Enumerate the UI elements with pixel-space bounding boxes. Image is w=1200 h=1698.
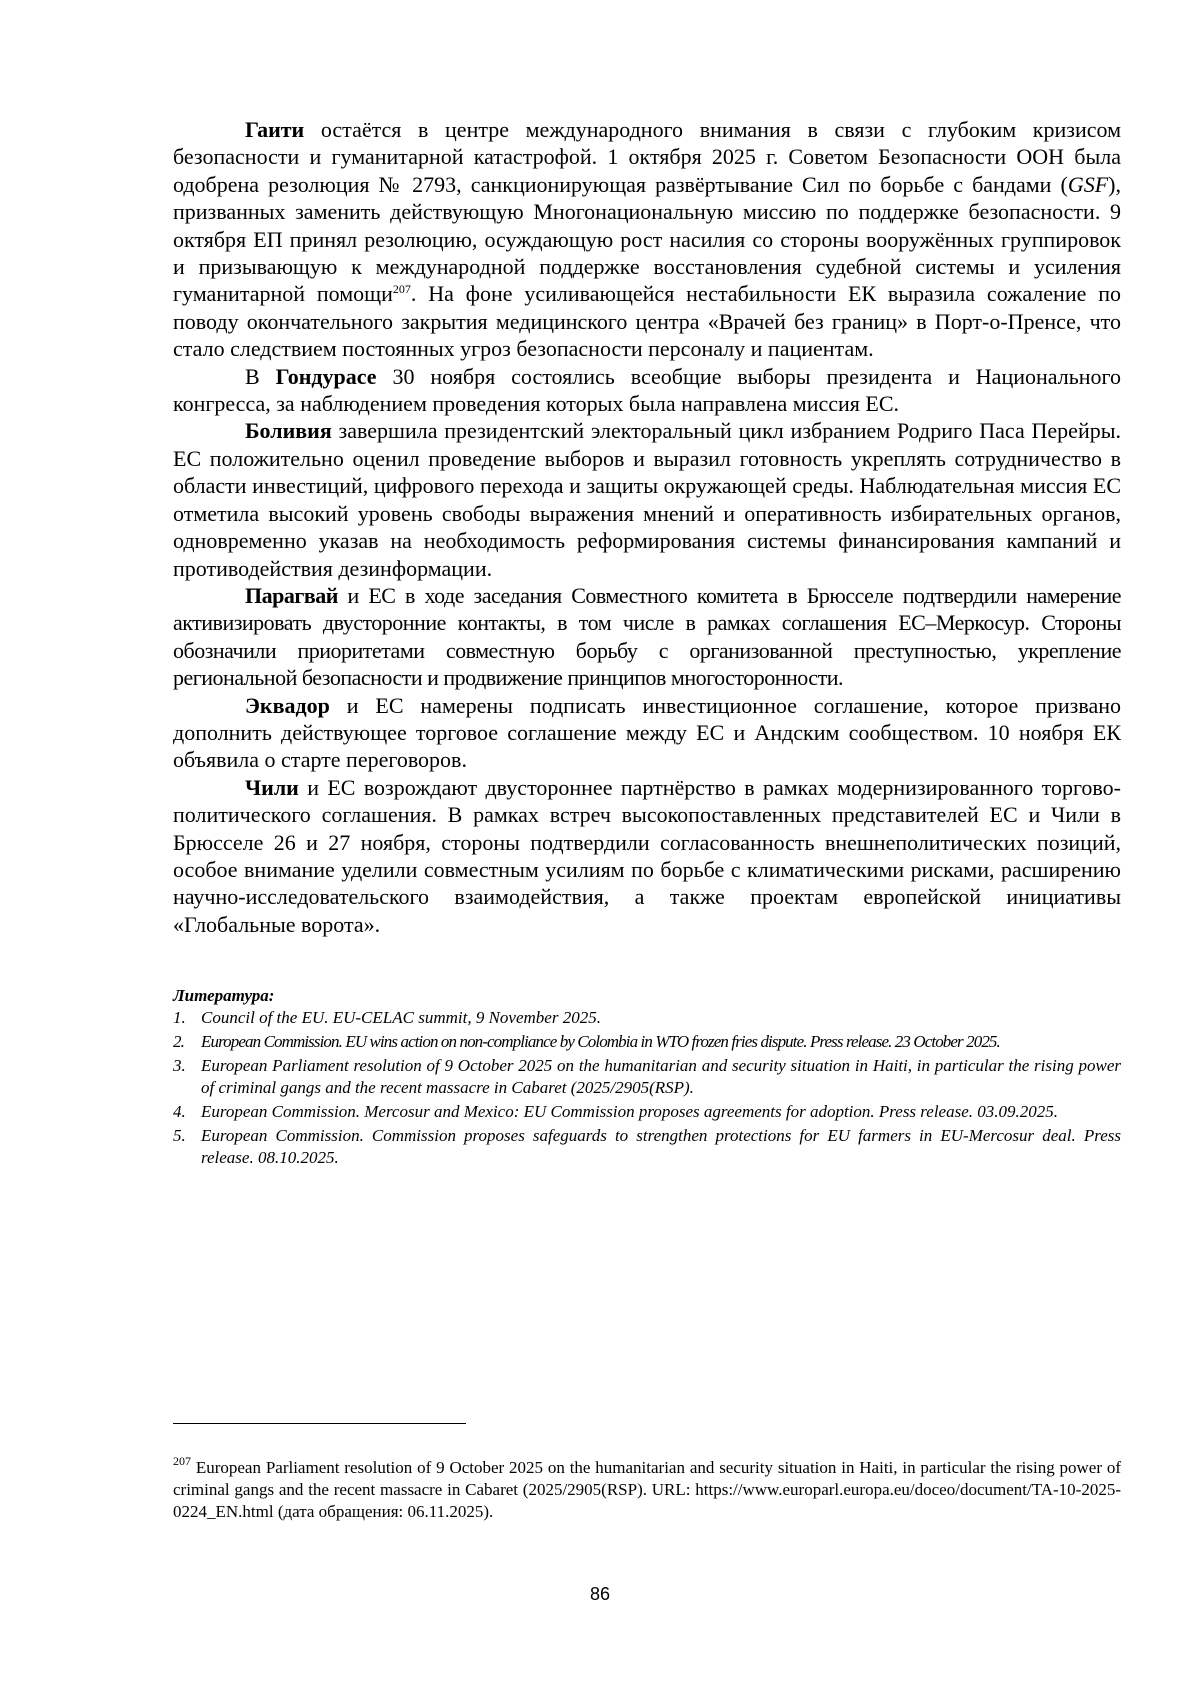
reference-item: 5. European Commission. Commission proposes safeguards to strengthen protections for EU farmers in EU-Mercosur deal. Press release. 08.10.2025. bbox=[173, 1126, 1121, 1167]
country-ecuador: Эквадор bbox=[245, 692, 330, 718]
paragraph-paraguay: Парагвай и ЕС в ходе заседания Совместного комитета в Брюсселе подтвердили намерение активизировать двусторонние контакты, в том числе в рамках соглашения ЕС–Меркосур. Стороны обозначили приоритетами совместную борьбу с организованной преступностью, укрепление региональной безопасности и продвижение принципов многосторонности. bbox=[173, 582, 1121, 691]
reference-item: 3. European Parliament resolution of 9 October 2025 on the humanitarian and security situation in Haiti, in particular the rising power of criminal gangs and the recent massacre in Cabaret (2025/2905(RSP). bbox=[173, 1056, 1121, 1097]
paragraph-ecuador: Эквадор и ЕС намерены подписать инвестиционное соглашение, которое призвано дополнить действующее торговое соглашение между ЕС и Андским сообществом. 10 ноября ЕК объявила о старте переговоров. bbox=[173, 692, 1121, 773]
paragraph-haiti: Гаити остаётся в центре международного внимания в связи с глубоким кризисом безопасности и гуманитарной катастрофой. 1 октября 2025 г. Советом Безопасности ООН была одобрена резолюция № 2793, санкционирующая развёртывание Сил по борьбе с бандами (GSF), призванных заменить действующую Многонациональную миссию по поддержке безопасности. 9 октября ЕП принял резолюцию, осуждающую рост насилия со стороны вооружённых группировок и призывающую к международной поддержке восстановления судебной системы и усиления гуманитарной помощи$^{207}$. На фоне усиливающейся нестабильности ЕК выразила сожаление по поводу окончательного закрытия медицинского центра «Врачей без границ» в Порт-о-Пренсе, что стало следствием постоянных угроз безопасности персоналу и пациентам. bbox=[173, 117, 1121, 362]
country-chile: Чили bbox=[245, 774, 299, 800]
paragraph-bolivia: Боливия завершила президентский электоральный цикл избранием Родриго Паса Перейры. ЕС положительно оценил проведение выборов и выразил готовность укреплять сотрудничество в области инвестиций, цифрового перехода и защиты окружающей среды. Наблюдательная миссия ЕС отметила высокий уровень свободы выражения мнений и оперативность избирательных органов, одновременно указав на необходимость реформирования системы финансирования кампаний и противодействия дезинформации. bbox=[173, 418, 1121, 581]
main-text bbox=[173, 116, 1121, 938]
footnote-number: 207 bbox=[173, 1454, 191, 1468]
footnote-text: European Parliament resolution of 9 October 2025 on the humanitarian and security situation in Haiti, in particular the rising power of criminal gangs and the recent massacre in Cabaret (2025/2905(RSP). URL: https://www.europarl.europa.eu/doceo/document/TA-10-2025-0224_EN.html (дата обращения: 06.11.2025). bbox=[173, 1458, 1122, 1521]
reference-item: 2. European Commission. EU wins action on non-compliance by Colombia in WTO frozen fries dispute. Press release. 23 October 2025. bbox=[173, 1032, 1000, 1051]
reference-item: 4. European Commission. Mercosur and Mexico: EU Commission proposes agreements for adoption. Press release. 03.09.2025. bbox=[173, 1102, 1059, 1121]
country-paraguay: Парагвай bbox=[245, 582, 338, 608]
page-number: 86 bbox=[589, 1584, 611, 1604]
references-section bbox=[173, 985, 1121, 1171]
references-title: Литература: bbox=[173, 986, 275, 1005]
reference-item: 1. Council of the EU. EU-CELAC summit, 9 November 2025. bbox=[173, 1008, 601, 1027]
footnote-reference: 207 bbox=[392, 282, 411, 297]
footnote bbox=[173, 1454, 1122, 1523]
paragraph-chile: Чили и ЕС возрождают двустороннее партнёрство в рамках модернизированного торгово-политического соглашения. В рамках встреч высокопоставленных представителей ЕС и Чили в Брюсселе 26 и 27 ноября, стороны подтвердили согласованность внешнеполитических позиций, особое внимание уделили совместным усилиям по борьбе с климатическими рисками, расширению научно-исследовательского взаимодействия, а также проектам европейской инициативы «Глобальные ворота». bbox=[173, 774, 1121, 937]
country-haiti: Гаити bbox=[245, 117, 305, 142]
country-honduras: Гондурасе bbox=[275, 363, 377, 389]
references-list bbox=[173, 1007, 1121, 1169]
paragraph-honduras: В Гондурасе 30 ноября состоялись всеобщие выборы президента и Национального конгресса, за наблюдением проведения которых была направлена миссия ЕС. bbox=[173, 363, 1121, 417]
country-bolivia: Боливия bbox=[245, 418, 332, 444]
footnote-separator bbox=[173, 1423, 466, 1424]
